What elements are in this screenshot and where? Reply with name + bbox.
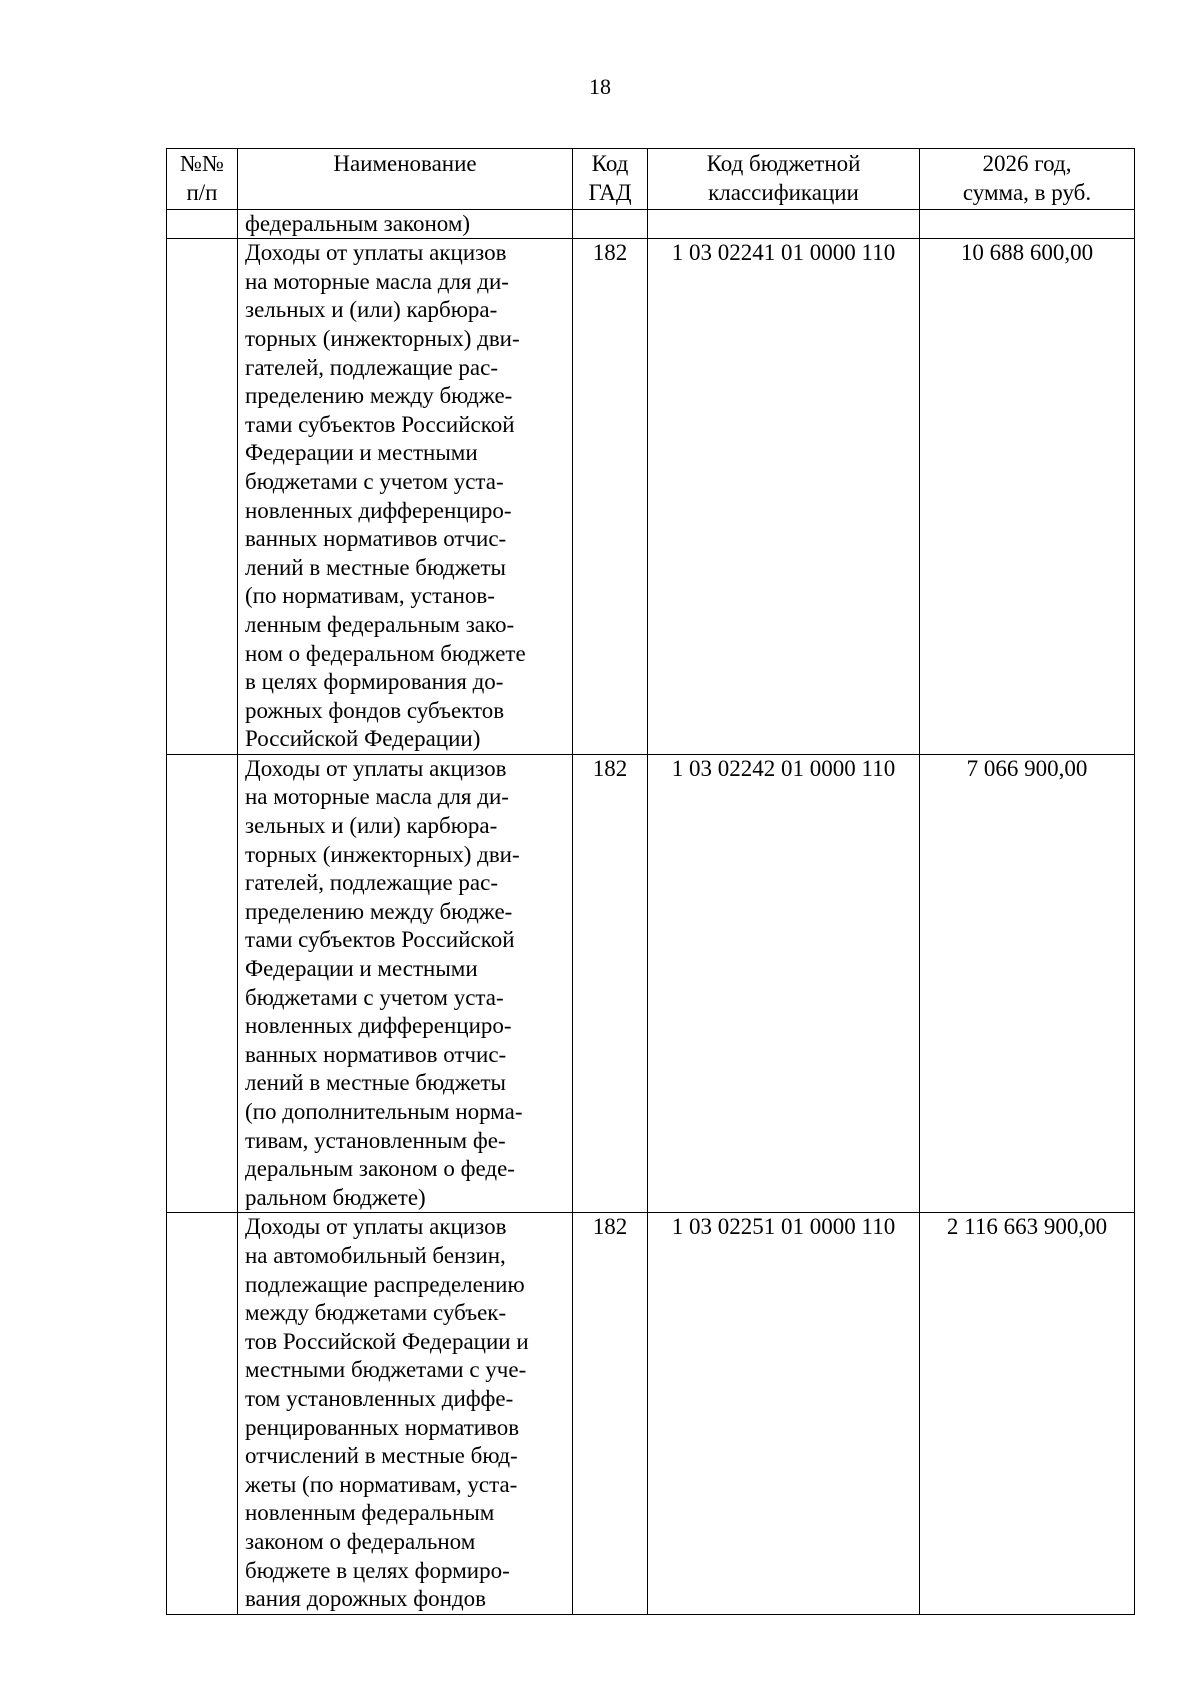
row-sum xyxy=(920,210,1135,239)
row-num xyxy=(167,210,238,239)
row-gad: 182 xyxy=(573,754,648,1213)
header-kbk: Код бюджетной классификации xyxy=(648,149,920,210)
row-kbk: 1 03 02251 01 0000 110 xyxy=(648,1213,920,1614)
row-kbk: 1 03 02241 01 0000 110 xyxy=(648,239,920,755)
budget-revenue-table xyxy=(166,148,1135,1615)
row-num xyxy=(167,239,238,755)
table-row xyxy=(167,754,1135,1213)
row-name: федеральным законом) xyxy=(238,210,573,239)
row-sum: 10 688 600,00 xyxy=(920,239,1135,755)
table-row xyxy=(167,1213,1135,1614)
page-number: 18 xyxy=(589,74,611,99)
header-gad: Код ГАД xyxy=(573,149,648,210)
row-num xyxy=(167,754,238,1213)
table-row xyxy=(167,239,1135,755)
row-sum: 2 116 663 900,00 xyxy=(920,1213,1135,1614)
row-sum: 7 066 900,00 xyxy=(920,754,1135,1213)
row-gad: 182 xyxy=(573,239,648,755)
row-gad xyxy=(573,210,648,239)
header-sum: 2026 год, сумма, в руб. xyxy=(920,149,1135,210)
table-row xyxy=(167,210,1135,239)
row-kbk xyxy=(648,210,920,239)
row-name: Доходы от уплаты акцизов на моторные масла для ди- зельных и (или) карбюра- торных (инжекторных) дви- гателей, подлежащие рас- пределению между бюдже- тами субъектов Российской Федерации и местными бюджетами с учетом уста- новленных дифференциро- ванных нормативов отчис- лений в местные бюджеты (по дополнительным норма- тивам, установленным фе- деральным законом о феде- ральном бюджете) xyxy=(238,754,573,1213)
header-num: №№ п/п xyxy=(167,149,238,210)
row-num xyxy=(167,1213,238,1614)
row-kbk: 1 03 02242 01 0000 110 xyxy=(648,754,920,1213)
row-gad: 182 xyxy=(573,1213,648,1614)
row-name: Доходы от уплаты акцизов на моторные масла для ди- зельных и (или) карбюра- торных (инжекторных) дви- гателей, подлежащие рас- пределению между бюдже- тами субъектов Российской Федерации и местными бюджетами с учетом уста- новленных дифференциро- ванных нормативов отчис- лений в местные бюджеты (по нормативам, установ- ленным федеральным зако- ном о федеральном бюджете в целях формирования до- рожных фондов субъектов Российской Федерации) xyxy=(238,239,573,755)
row-name: Доходы от уплаты акцизов на автомобильный бензин, подлежащие распределению между бюджетами субъек- тов Российской Федерации и местными бюджетами с уче- том установленных диффе- ренцированных нормативов отчислений в местные бюд- жеты (по нормативам, уста- новленным федеральным законом о федеральном бюджете в целях формиро- вания дорожных фондов xyxy=(238,1213,573,1614)
table-header-row xyxy=(167,149,1135,210)
header-name: Наименование xyxy=(238,149,573,210)
